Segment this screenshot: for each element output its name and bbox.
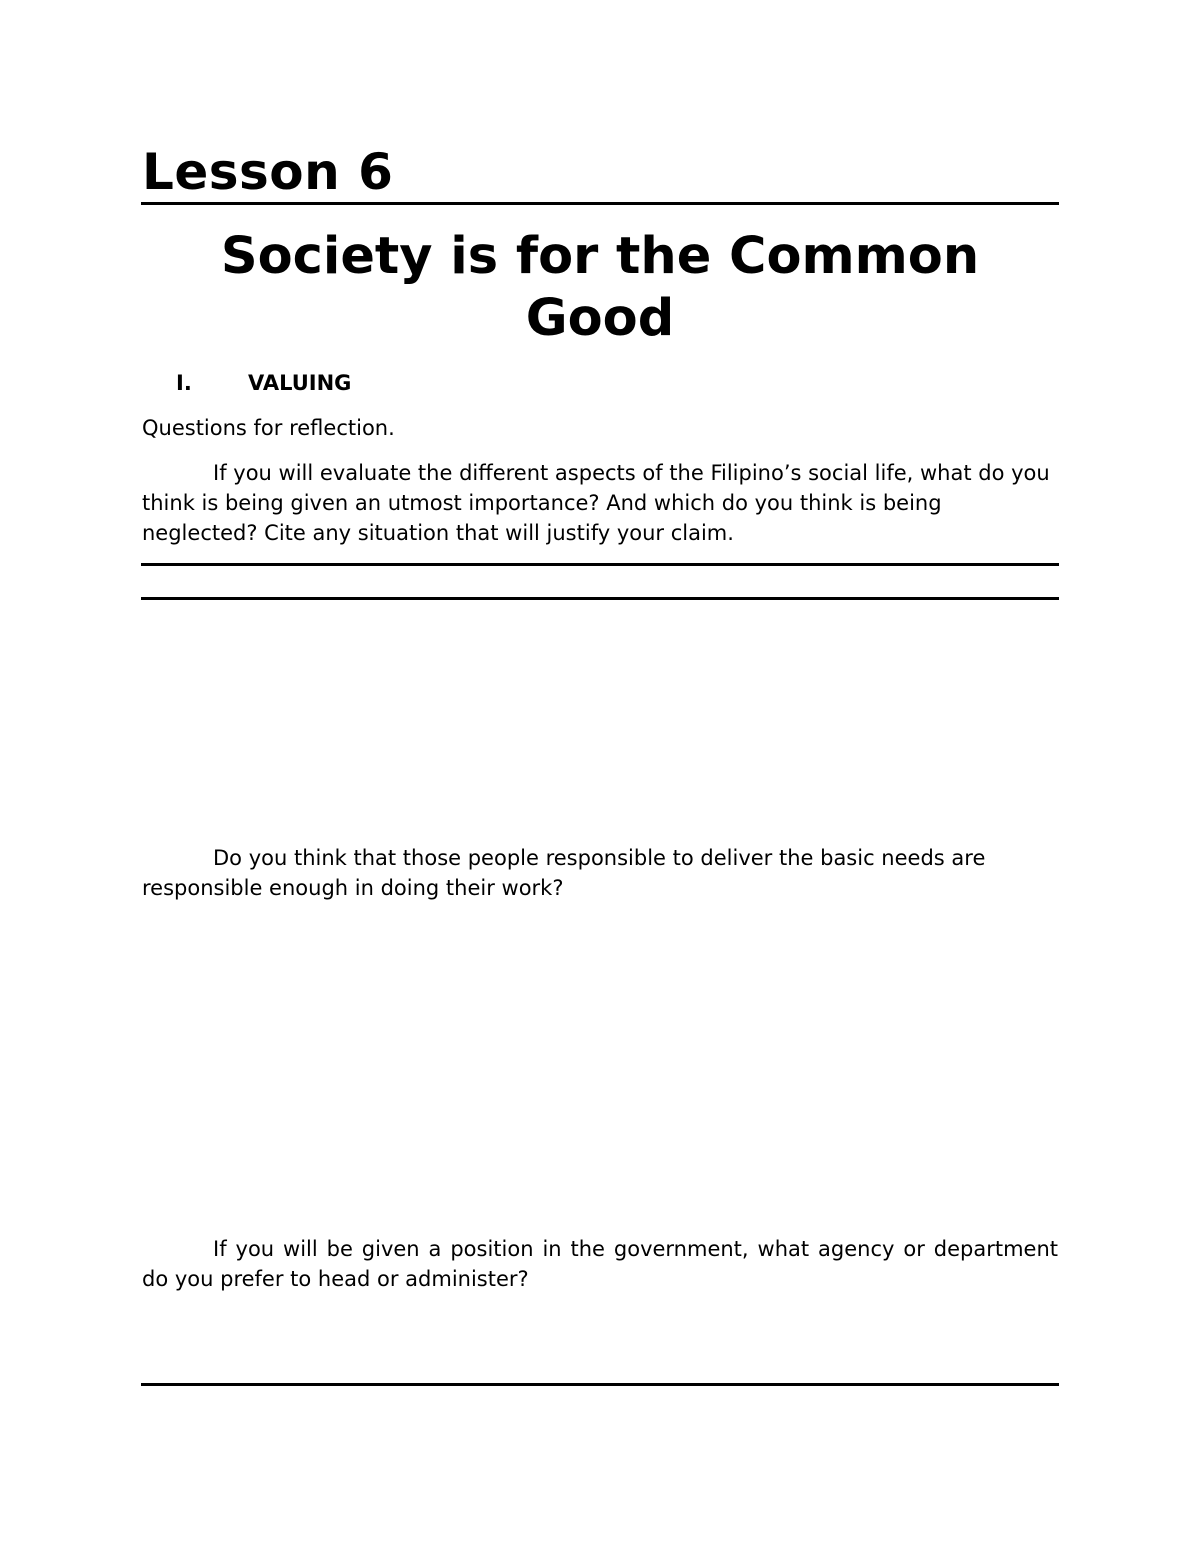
section-label: VALUING [248,371,352,395]
section-numeral: I. [176,371,192,395]
page-title [141,226,1059,350]
page-title-line-2: Good [525,289,675,348]
reflection-question-2: Do you think that those people responsible to deliver the basic needs are responsible enough in doing their work? [142,846,986,900]
heading-rule [141,202,1059,205]
reflection-question-3: If you will be given a position in the government, what agency or department do you prefer to head or administer? [142,1237,1058,1291]
answer-line [141,1383,1059,1386]
reflection-intro: Questions for reflection. [142,416,395,440]
reflection-question-1: If you will evaluate the different aspects of the Filipino’s social life, what do you think is being given an utmost importance? And which do you think is being neglected? Cite any situation that will justify your claim. [142,461,1050,545]
answer-line [141,597,1059,600]
lesson-number-heading: Lesson 6 [142,143,394,201]
page-title-line-1: Society is for the Common [220,227,980,286]
answer-line [141,563,1059,566]
